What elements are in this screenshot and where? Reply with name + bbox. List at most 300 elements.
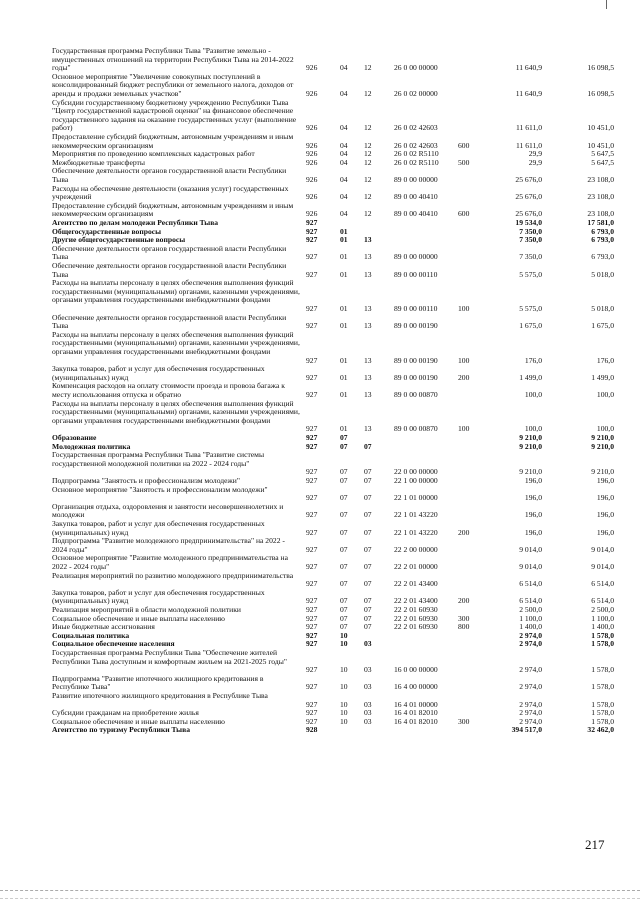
table-row: [0, 726, 640, 735]
expense-type-code: 100: [458, 303, 470, 313]
ministry-code: 927: [306, 389, 318, 399]
subsection-code: 07: [364, 527, 372, 537]
row-description: Общегосударственные вопросы: [52, 226, 162, 236]
target-article-code: 26 0 02 42603: [394, 140, 438, 150]
ministry-code: 927: [306, 510, 318, 520]
table-row: [0, 314, 640, 331]
row-description: Основное мероприятие "Увеличение совокупных поступлений в консолидированный бюджет республики от земельного налога, доходов от аренды и продажи земельных участков": [52, 71, 294, 98]
ministry-code: 927: [306, 561, 318, 571]
ministry-code: 928: [306, 725, 318, 735]
section-code: 01: [340, 372, 348, 382]
amount-year-2: 5 647,5: [591, 157, 614, 167]
amount-year-2: 2 500,0: [591, 605, 614, 614]
section-code: 04: [340, 63, 348, 73]
amount-year-1: 5 575,0: [519, 303, 542, 313]
amount-year-2: 6 793,0: [591, 252, 614, 262]
amount-year-1: 196,0: [524, 476, 542, 485]
subsection-code: 13: [364, 389, 372, 399]
target-article-code: 16 4 00 00000: [394, 682, 438, 692]
amount-year-2: 196,0: [596, 476, 614, 485]
amount-year-2: 1 499,0: [591, 372, 614, 382]
table-row: [0, 73, 640, 99]
ministry-code: 926: [306, 192, 318, 202]
expense-type-code: 300: [458, 613, 470, 623]
amount-year-1: 6 514,0: [519, 596, 542, 606]
subsection-code: 03: [364, 699, 372, 709]
expense-type-code: 600: [458, 209, 470, 219]
row-description: Расходы на обеспечение деятельности (оказания услуг) государственных учреждений: [52, 183, 289, 202]
amount-year-2: 1 100,0: [591, 613, 614, 623]
section-code: 07: [340, 622, 348, 632]
table-row: [0, 245, 640, 262]
target-article-code: 26 0 02 R5110: [394, 149, 439, 159]
ministry-code: 927: [306, 622, 318, 632]
amount-year-1: 9 210,0: [519, 467, 542, 477]
amount-year-2: 23 108,0: [587, 174, 614, 184]
target-article-code: 22 1 01 43220: [394, 510, 438, 520]
table-row: [0, 486, 640, 503]
row-description: Закупка товаров, работ и услуг для обеспечения государственных (муниципальных) нужд: [52, 587, 265, 606]
amount-year-1: 7 350,0: [519, 226, 542, 236]
amount-year-1: 2 974,0: [519, 682, 542, 692]
section-code: 07: [340, 561, 348, 571]
section-code: 04: [340, 209, 348, 219]
amount-year-2: 1 578,0: [591, 665, 614, 675]
table-row: [0, 331, 640, 365]
amount-year-1: 2 974,0: [519, 708, 542, 718]
section-code: 07: [340, 579, 348, 589]
section-code: 04: [340, 149, 348, 159]
row-description: Организация отдыха, оздоровления и занятости несовершеннолетних и молодежи: [52, 501, 284, 520]
row-description: Субсидии гражданам на приобретение жилья: [52, 708, 199, 718]
table-row: [0, 262, 640, 279]
table-row: [0, 202, 640, 219]
amount-year-1: 100,0: [524, 389, 542, 399]
table-row: [0, 400, 640, 434]
row-description: Межбюджетные трансферты: [52, 157, 145, 167]
table-row: [0, 572, 640, 589]
target-article-code: 22 2 01 43400: [394, 579, 438, 589]
ministry-code: 927: [306, 355, 318, 365]
table-row: [0, 99, 640, 133]
section-code: 04: [340, 123, 348, 133]
row-description: Обеспечение деятельности органов государственной власти Республики Тыва: [52, 243, 287, 262]
target-article-code: 26 0 00 00000: [394, 63, 438, 73]
subsection-code: 12: [364, 157, 372, 167]
subsection-code: 07: [364, 476, 372, 485]
amount-year-2: 1 578,0: [591, 639, 614, 649]
amount-year-2: 5 018,0: [591, 269, 614, 279]
amount-year-2: 6 793,0: [591, 226, 614, 236]
row-description: Расходы на выплаты персоналу в целях обеспечения выполнения функций государственными (муниципальными) органами, казенными учреждениями, органами управления государственными внебюджетными фондами: [52, 398, 300, 425]
subsection-code: 12: [364, 123, 372, 133]
row-description: Предоставление субсидий бюджетным, автономным учреждениям и иным некоммерческим организациям: [52, 200, 294, 219]
expense-type-code: 300: [458, 716, 470, 726]
ministry-code: 926: [306, 140, 318, 150]
row-description: Иные бюджетные ассигнования: [52, 622, 155, 632]
table-row: [0, 451, 640, 477]
row-description: Реализация мероприятий в области молодежной политики: [52, 605, 241, 614]
subsection-code: 12: [364, 192, 372, 202]
amount-year-2: 9 210,0: [591, 433, 614, 442]
amount-year-1: 29,9: [528, 149, 542, 159]
row-description: Предоставление субсидий бюджетным, автономным учреждениям и иным некоммерческим организациям: [52, 132, 294, 150]
ministry-code: 927: [306, 639, 318, 649]
ministry-code: 927: [306, 544, 318, 554]
subsection-code: 13: [364, 355, 372, 365]
amount-year-2: 100,0: [596, 389, 614, 399]
row-description: Закупка товаров, работ и услуг для обеспечения государственных (муниципальных) нужд: [52, 364, 265, 382]
section-code: 07: [340, 510, 348, 520]
expense-type-code: 200: [458, 596, 470, 606]
section-code: 07: [340, 441, 348, 451]
amount-year-1: 1 675,0: [519, 321, 542, 331]
row-description: Закупка товаров, работ и услуг для обеспечения государственных (муниципальных) нужд: [52, 519, 265, 537]
ministry-code: 927: [306, 716, 318, 726]
row-description: Подпрограмма "Занятость и профессионализм молодежи": [52, 476, 240, 485]
amount-year-1: 176,0: [524, 355, 542, 365]
amount-year-1: 5 575,0: [519, 269, 542, 279]
scan-mark: [606, 0, 607, 9]
expense-type-code: 100: [458, 355, 470, 365]
amount-year-1: 11 640,9: [515, 63, 542, 73]
target-article-code: 22 1 01 43220: [394, 527, 438, 537]
target-article-code: 16 4 01 82010: [394, 716, 438, 726]
section-code: 01: [340, 252, 348, 262]
section-code: 10: [340, 630, 348, 640]
target-article-code: 22 2 01 60930: [394, 613, 438, 623]
section-code: 07: [340, 493, 348, 503]
subsection-code: 07: [364, 605, 372, 614]
amount-year-1: 394 517,0: [511, 725, 542, 735]
target-article-code: 26 0 02 R5110: [394, 157, 439, 167]
subsection-code: 03: [364, 708, 372, 718]
row-description: Социальное обеспечение населения: [52, 639, 175, 649]
row-description: Социальная политика: [52, 630, 130, 640]
table-row: [0, 133, 640, 150]
amount-year-1: 1 400,0: [519, 622, 542, 632]
target-article-code: 22 1 01 00000: [394, 493, 438, 503]
row-description: Обеспечение деятельности органов государственной власти Республики Тыва: [52, 166, 287, 184]
amount-year-1: 2 974,0: [519, 699, 542, 709]
section-code: 04: [340, 192, 348, 202]
section-code: 01: [340, 235, 348, 245]
amount-year-1: 9 210,0: [519, 433, 542, 442]
row-description: Развитие ипотечного жилищного кредитования в Республике Тыва: [52, 691, 268, 700]
table-row: [0, 382, 640, 399]
amount-year-2: 1 675,0: [591, 321, 614, 331]
subsection-code: 07: [364, 441, 372, 451]
ministry-code: 927: [306, 476, 318, 485]
target-article-code: 89 0 00 00190: [394, 372, 438, 382]
amount-year-2: 5 018,0: [591, 303, 614, 313]
row-description: Реализация мероприятий по развитию молодежного предпринимательства: [52, 570, 294, 580]
row-description: Социальное обеспечение и иные выплаты населению: [52, 716, 225, 726]
subsection-code: 13: [364, 269, 372, 279]
ministry-code: 926: [306, 174, 318, 184]
amount-year-2: 1 578,0: [591, 708, 614, 718]
page-number: 217: [585, 837, 605, 852]
amount-year-1: 11 611,0: [515, 140, 542, 150]
amount-year-2: 17 581,0: [587, 218, 614, 227]
section-code: 10: [340, 665, 348, 675]
amount-year-1: 2 974,0: [519, 639, 542, 649]
amount-year-1: 19 534,0: [515, 218, 542, 227]
subsection-code: 12: [364, 149, 372, 159]
expense-type-code: 200: [458, 527, 470, 537]
amount-year-2: 196,0: [596, 493, 614, 503]
subsection-code: 07: [364, 467, 372, 477]
ministry-code: 926: [306, 157, 318, 167]
target-article-code: 22 0 00 00000: [394, 467, 438, 477]
section-code: 10: [340, 716, 348, 726]
amount-year-2: 9 014,0: [591, 561, 614, 571]
ministry-code: 927: [306, 682, 318, 692]
scan-border-line: [0, 898, 640, 899]
amount-year-1: 25 676,0: [515, 209, 542, 219]
subsection-code: 12: [364, 209, 372, 219]
subsection-code: 12: [364, 140, 372, 150]
amount-year-2: 196,0: [596, 527, 614, 537]
amount-year-2: 6 793,0: [591, 235, 614, 245]
table-row: [0, 589, 640, 606]
table-row: [0, 185, 640, 202]
row-description: Подпрограмма "Развитие молодежного предпринимательства" на 2022 - 2024 годы": [52, 536, 285, 554]
amount-year-1: 100,0: [524, 424, 542, 434]
table-row: [0, 692, 640, 709]
amount-year-2: 10 451,0: [587, 123, 614, 133]
amount-year-2: 23 108,0: [587, 192, 614, 202]
amount-year-1: 2 974,0: [519, 630, 542, 640]
row-description: Мероприятия по проведению комплексных кадастровых работ: [52, 149, 255, 159]
amount-year-2: 9 210,0: [591, 467, 614, 477]
row-description: Другие общегосударственные вопросы: [52, 235, 186, 245]
row-description: Агентство по делам молодежи Республики Тыва: [52, 218, 219, 227]
expense-type-code: 100: [458, 424, 470, 434]
table-row: [0, 167, 640, 184]
section-code: 01: [340, 355, 348, 365]
subsection-code: 12: [364, 63, 372, 73]
expense-type-code: 600: [458, 140, 470, 150]
target-article-code: 22 2 01 00000: [394, 561, 438, 571]
amount-year-1: 7 350,0: [519, 235, 542, 245]
table-row: [0, 47, 640, 73]
ministry-code: 926: [306, 123, 318, 133]
section-code: 10: [340, 708, 348, 718]
table-row: [0, 675, 640, 692]
expense-type-code: 200: [458, 372, 470, 382]
ministry-code: 927: [306, 321, 318, 331]
target-article-code: 16 4 01 82010: [394, 708, 438, 718]
expense-type-code: 500: [458, 157, 470, 167]
subsection-code: 07: [364, 510, 372, 520]
ministry-code: 927: [306, 699, 318, 709]
target-article-code: 22 2 01 60930: [394, 605, 438, 614]
ministry-code: 926: [306, 88, 318, 98]
section-code: 10: [340, 639, 348, 649]
row-description: Субсидии государственному бюджетному учреждению Республики Тыва "Центр государственной кадастровой оценки" на финансовое обеспечение государственного задания на оказание государственных услуг (выполнение работ): [52, 97, 297, 133]
target-article-code: 89 0 00 00110: [394, 269, 438, 279]
amount-year-2: 9 014,0: [591, 544, 614, 554]
ministry-code: 927: [306, 424, 318, 434]
amount-year-2: 1 400,0: [591, 622, 614, 632]
target-article-code: 22 2 01 43400: [394, 596, 438, 606]
amount-year-1: 2 974,0: [519, 665, 542, 675]
row-description: Социальное обеспечение и иные выплаты населению: [52, 613, 225, 623]
amount-year-2: 6 514,0: [591, 579, 614, 589]
target-article-code: 22 1 00 00000: [394, 476, 438, 485]
amount-year-1: 25 676,0: [515, 192, 542, 202]
subsection-code: 03: [364, 716, 372, 726]
ministry-code: 926: [306, 149, 318, 159]
row-description: Компенсация расходов на оплату стоимости проезда и провоза багажа к месту использования отпуска и обратно: [52, 381, 285, 399]
expense-type-code: 800: [458, 622, 470, 632]
amount-year-1: 196,0: [524, 527, 542, 537]
ministry-code: 927: [306, 441, 318, 451]
section-code: 07: [340, 476, 348, 485]
ministry-code: 927: [306, 372, 318, 382]
amount-year-1: 6 514,0: [519, 579, 542, 589]
ministry-code: 927: [306, 467, 318, 477]
subsection-code: 07: [364, 561, 372, 571]
subsection-code: 07: [364, 579, 372, 589]
amount-year-2: 10 451,0: [587, 140, 614, 150]
subsection-code: 12: [364, 174, 372, 184]
table-row: [0, 554, 640, 571]
table-row: [0, 537, 640, 554]
row-description: Расходы на выплаты персоналу в целях обеспечения выполнения функций государственными (муниципальными) органами, казенными учреждениями, органами управления государственными внебюджетными фондами: [52, 329, 300, 356]
section-code: 07: [340, 544, 348, 554]
ministry-code: 926: [306, 209, 318, 219]
section-code: 04: [340, 174, 348, 184]
section-code: 10: [340, 699, 348, 709]
ministry-code: 927: [306, 269, 318, 279]
amount-year-1: 1 499,0: [519, 372, 542, 382]
section-code: 07: [340, 527, 348, 537]
ministry-code: 927: [306, 579, 318, 589]
row-description: Основное мероприятие "Развитие молодежного предпринимательства на 2022 - 2024 годы": [52, 553, 288, 571]
section-code: 10: [340, 682, 348, 692]
target-article-code: 89 0 00 00870: [394, 424, 438, 434]
amount-year-1: 9 210,0: [519, 441, 542, 451]
amount-year-2: 1 578,0: [591, 682, 614, 692]
table-row: [0, 279, 640, 313]
amount-year-1: 7 350,0: [519, 252, 542, 262]
target-article-code: 89 0 00 00000: [394, 174, 438, 184]
section-code: 01: [340, 424, 348, 434]
subsection-code: 03: [364, 665, 372, 675]
row-description: Подпрограмма "Развитие ипотечного жилищного кредитования в Республике Тыва": [52, 673, 264, 692]
amount-year-2: 9 210,0: [591, 441, 614, 451]
table-row: [0, 520, 640, 537]
row-description: Расходы на выплаты персоналу в целях обеспечения выполнения функций государственными (муниципальными) органами, казенными учреждениями, органами управления государственными внебюджетными фондами: [52, 278, 300, 305]
ministry-code: 927: [306, 708, 318, 718]
amount-year-1: 25 676,0: [515, 174, 542, 184]
row-description: Образование: [52, 433, 97, 442]
subsection-code: 13: [364, 235, 372, 245]
subsection-code: 07: [364, 622, 372, 632]
target-article-code: 26 0 02 00000: [394, 88, 438, 98]
target-article-code: 89 0 00 00190: [394, 321, 438, 331]
amount-year-1: 2 500,0: [519, 605, 542, 614]
row-description: Агентство по туризму Республики Тыва: [52, 725, 191, 735]
target-article-code: 89 0 00 00870: [394, 389, 438, 399]
target-article-code: 89 0 00 00110: [394, 303, 438, 313]
row-description: Основное мероприятие "Занятость и профессионализм молодежи": [52, 484, 268, 494]
table-row: [0, 503, 640, 520]
ministry-code: 927: [306, 527, 318, 537]
table-row: [0, 365, 640, 382]
row-description: Государственная программа Республики Тыва "Развитие земельно - имущественных отношений на территории Республики Тыва на 2014-2022 годы": [52, 46, 294, 73]
subsection-code: 13: [364, 372, 372, 382]
ministry-code: 927: [306, 303, 318, 313]
ministry-code: 927: [306, 630, 318, 640]
section-code: 04: [340, 140, 348, 150]
target-article-code: 89 0 00 40410: [394, 209, 438, 219]
subsection-code: 03: [364, 639, 372, 649]
amount-year-2: 16 098,5: [587, 63, 614, 73]
amount-year-1: 9 014,0: [519, 544, 542, 554]
subsection-code: 13: [364, 252, 372, 262]
ministry-code: 927: [306, 226, 318, 236]
amount-year-2: 1 578,0: [591, 699, 614, 709]
scan-border-line: [0, 890, 640, 891]
subsection-code: 13: [364, 424, 372, 434]
target-article-code: 26 0 02 42603: [394, 123, 438, 133]
amount-year-2: 23 108,0: [587, 209, 614, 219]
subsection-code: 03: [364, 682, 372, 692]
ministry-code: 926: [306, 63, 318, 73]
section-code: 01: [340, 321, 348, 331]
ministry-code: 927: [306, 493, 318, 503]
ministry-code: 927: [306, 596, 318, 606]
amount-year-1: 2 974,0: [519, 716, 542, 726]
row-description: Государственная программа Республики Тыва "Развитие системы государственной молодежной политики на 2022 - 2024 годы": [52, 450, 265, 468]
amount-year-2: 1 578,0: [591, 716, 614, 726]
section-code: 01: [340, 389, 348, 399]
amount-year-2: 6 514,0: [591, 596, 614, 606]
section-code: 01: [340, 303, 348, 313]
target-article-code: 22 2 01 60930: [394, 622, 438, 632]
section-code: 04: [340, 88, 348, 98]
ministry-code: 927: [306, 613, 318, 623]
target-article-code: 89 0 00 00190: [394, 355, 438, 365]
subsection-code: 07: [364, 613, 372, 623]
amount-year-1: 11 640,9: [515, 88, 542, 98]
subsection-code: 13: [364, 303, 372, 313]
ministry-code: 927: [306, 235, 318, 245]
row-description: Обеспечение деятельности органов государственной власти Республики Тыва: [52, 312, 287, 331]
subsection-code: 07: [364, 544, 372, 554]
amount-year-2: 5 647,5: [591, 149, 614, 159]
ministry-code: 927: [306, 433, 318, 442]
ministry-code: 927: [306, 252, 318, 262]
row-description: Государственная программа Республики Тыва "Обеспечение жителей Республики Тыва доступным и комфортным жильем на 2021-2025 годы": [52, 648, 287, 666]
amount-year-2: 176,0: [596, 355, 614, 365]
row-description: Молодежная политика: [52, 441, 131, 451]
amount-year-1: 1 100,0: [519, 613, 542, 623]
section-code: 07: [340, 433, 348, 442]
section-code: 07: [340, 467, 348, 477]
row-description: Обеспечение деятельности органов государственной власти Республики Тыва: [52, 261, 287, 279]
target-article-code: 89 0 00 00000: [394, 252, 438, 262]
section-code: 07: [340, 596, 348, 606]
amount-year-2: 196,0: [596, 510, 614, 520]
amount-year-2: 16 098,5: [587, 88, 614, 98]
section-code: 07: [340, 613, 348, 623]
amount-year-2: 100,0: [596, 424, 614, 434]
ministry-code: 927: [306, 605, 318, 614]
